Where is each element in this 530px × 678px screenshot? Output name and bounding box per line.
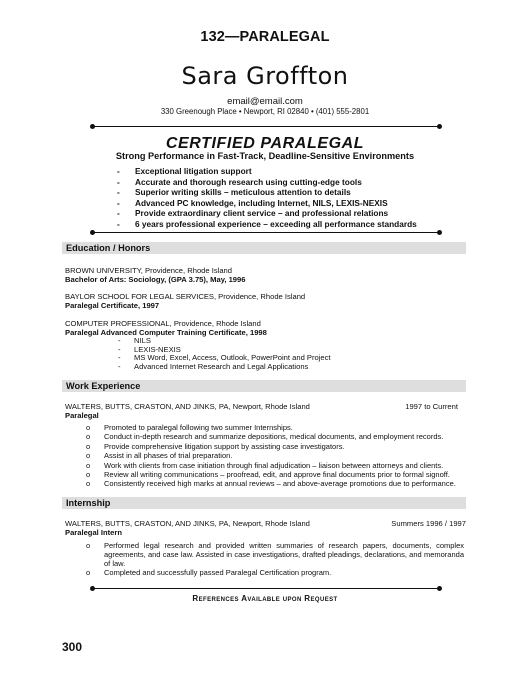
list-item: - Advanced PC knowledge, including Internet, NILS, LEXIS-NEXIS <box>117 197 388 208</box>
list-item: - Superior writing skills – meticulous attention to details <box>117 187 351 197</box>
internship-title: Paralegal Intern <box>65 528 122 537</box>
candidate-name: Sara Groffton <box>181 62 349 90</box>
list-item: o Work with clients from case initiation through final adjudication – liaison between attorneys and clients. <box>86 460 444 470</box>
list-item: o Promoted to paralegal following two summer Internships. <box>86 423 293 432</box>
list-item: - Provide extraordinary client service – and professional relations <box>117 208 389 218</box>
list-item: - LEXIS-NEXIS <box>118 344 181 354</box>
list-item: o Assist in all phases of trial preparation. <box>86 451 233 461</box>
references-note: References Available upon Request <box>192 594 338 603</box>
divider-summary <box>92 232 440 233</box>
education-school: COMPUTER PROFESSIONAL, Providence, Rhode Island <box>65 319 261 328</box>
list-item: o Consistently received high marks at annual reviews – and above-average promotions due to performance. <box>86 479 456 489</box>
list-item: o Conduct in-depth research and summarize depositions, medical documents, and employment records. <box>86 432 444 442</box>
divider-top <box>92 126 440 127</box>
education-detail: Paralegal Advanced Computer Training Certificate, 1998 <box>65 328 267 337</box>
section-header-internship <box>62 497 466 509</box>
work-dates: 1997 to Current <box>405 402 458 411</box>
section-header-education <box>62 242 466 254</box>
page-number: 300 <box>62 640 83 654</box>
work-duties-list <box>86 423 456 489</box>
education-school: BROWN UNIVERSITY, Providence, Rhode Island <box>65 266 232 275</box>
computer-skills-list <box>118 337 331 371</box>
resume-headline: CERTIFIED PARALEGAL <box>165 135 365 152</box>
resume-subheadline: Strong Performance in Fast-Track, Deadline-Sensitive Environments <box>115 151 415 161</box>
list-item: - NILS <box>118 336 151 345</box>
divider-bottom <box>92 588 440 589</box>
work-title: Paralegal <box>65 411 99 420</box>
email-address: email@email.com <box>227 96 303 107</box>
internship-employer: WALTERS, BUTTS, CRASTON, AND JINKS, PA, Newport, Rhode Island <box>65 519 310 528</box>
section-header-work <box>62 380 466 392</box>
book-page-title: 132—PARALEGAL <box>200 29 330 45</box>
list-item: - Advanced Internet Research and Legal Applications <box>118 361 309 371</box>
list-item: - Accurate and thorough research using cutting-edge tools <box>117 176 362 187</box>
bullet-glyph: o <box>86 568 91 577</box>
list-item: - Exceptional litigation support <box>117 166 252 176</box>
list-item: - 6 years professional experience – exceeding all performance standards <box>117 218 417 229</box>
work-employer: WALTERS, BUTTS, CRASTON, AND JINKS, PA, Newport, Rhode Island <box>65 402 310 411</box>
contact-address: 330 Greenough Place • Newport, RI 02840 • (401) 555-2801 <box>160 107 370 116</box>
education-detail: Paralegal Certificate, 1997 <box>65 301 160 310</box>
internship-duty: Completed and successfully passed Paralegal Certification program. <box>104 568 332 577</box>
education-school: BAYLOR SCHOOL FOR LEGAL SERVICES, Providence, Rhode Island <box>65 292 306 301</box>
list-item: o Provide comprehensive litigation support by assisting case investigators. <box>86 441 345 451</box>
section-title: Work Experience <box>66 381 141 391</box>
section-title: Education / Honors <box>66 243 151 253</box>
section-title: Internship <box>66 498 111 508</box>
internship-dates: Summers 1996 / 1997 <box>391 519 466 528</box>
education-detail: Bachelor of Arts: Sociology, (GPA 3.75), May, 1996 <box>65 275 246 284</box>
list-item: - MS Word, Excel, Access, Outlook, PowerPoint and Project <box>118 353 331 363</box>
internship-duty: Performed legal research and provided written summaries of research papers, documents, complex agreements, and case law. Assisted in case investigations, drafted pleadings, declarations, and memoranda of law. <box>104 541 464 569</box>
bullet-glyph: o <box>86 541 91 550</box>
list-item: o Review all writing communications – proofread, edit, and approve final documents prior to formal signoff. <box>86 470 450 480</box>
highlights-list <box>117 166 417 229</box>
